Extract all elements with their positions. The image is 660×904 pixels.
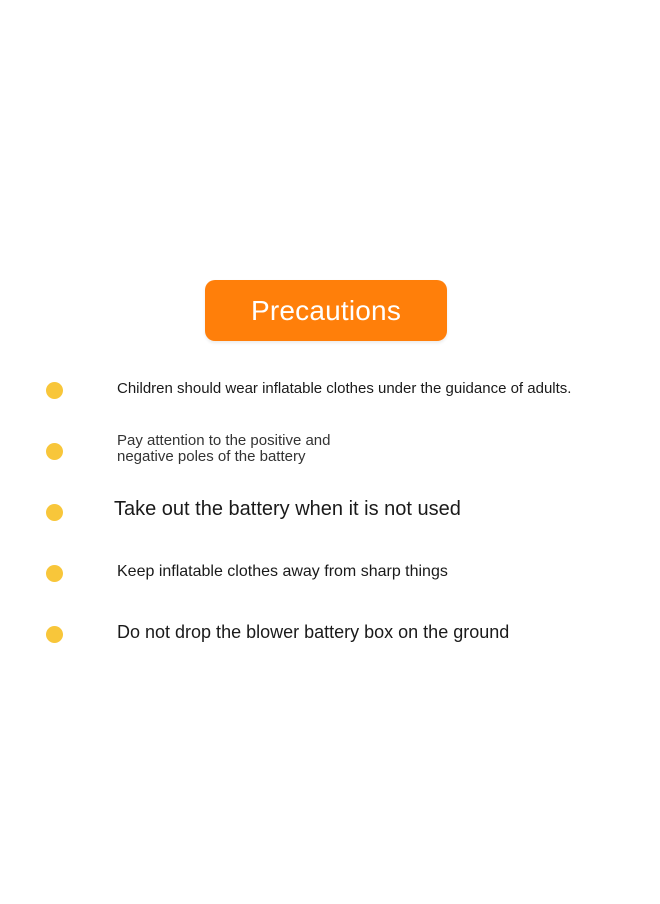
precaution-text — [117, 433, 330, 465]
bullet-dot-icon — [46, 382, 63, 399]
precaution-text-line-2: negative poles of the battery — [117, 448, 306, 465]
bullet-dot-icon — [46, 626, 63, 643]
page-title: Precautions — [250, 294, 402, 326]
precaution-text: Do not drop the blower battery box on the ground — [117, 622, 510, 642]
precaution-text: Children should wear inflatable clothes under the guidance of adults. — [117, 380, 572, 397]
bullet-dot-icon — [46, 443, 63, 460]
precautions-header-badge — [205, 280, 447, 341]
bullet-dot-icon — [46, 565, 63, 582]
precaution-text-line-1: Pay attention to the positive and — [117, 432, 331, 449]
bullet-dot-icon — [46, 504, 63, 521]
precaution-text: Take out the battery when it is not used — [114, 498, 461, 520]
precaution-text: Keep inflatable clothes away from sharp things — [117, 563, 448, 580]
